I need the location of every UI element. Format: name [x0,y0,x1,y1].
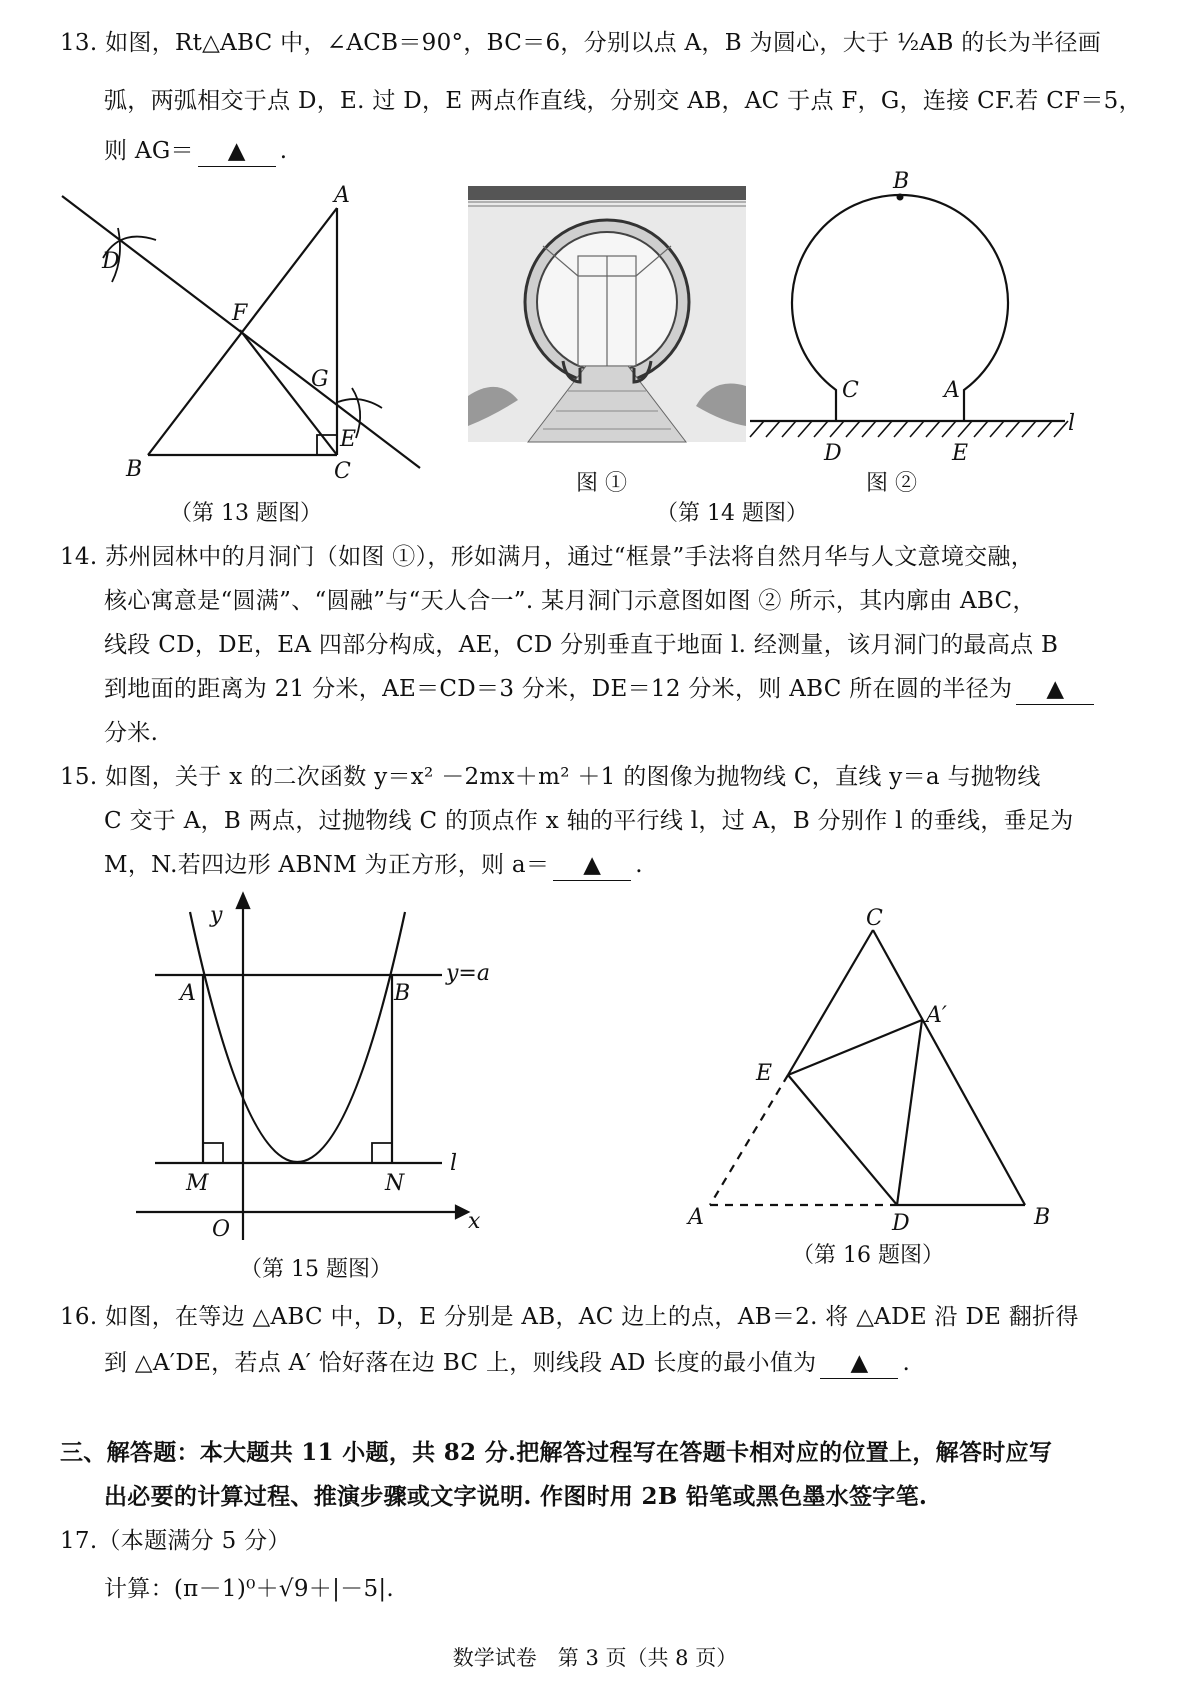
q14-fig1-caption: 图 ① [576,471,627,496]
q14-label-d: D [824,441,842,466]
q16-label-c: C [866,906,883,931]
q14-label-l: l [1068,411,1076,436]
q15-answer-blank: ▲ [553,850,631,881]
q16-segment-cb [873,930,1025,1205]
q16-segment-ed [788,1075,897,1205]
q14-label-a: A [944,378,960,403]
q14-caption: （第 14 题图） [656,501,808,526]
q16-label-a: A [688,1205,704,1230]
q15-label-o: O [212,1217,231,1242]
q13-end: . [279,138,288,164]
q16-line1: 16. 如图，在等边 △ABC 中，D，E 分别是 AB，AC 边上的点，AB＝2. 将 △ADE 沿 DE 翻折得 [60,1304,1079,1330]
q16-segment-ea-dashed [710,1075,788,1205]
q14-label-b: B [893,169,910,194]
q15-label-y: y [210,903,223,928]
q13-label-c: C [334,459,351,484]
q14-line5: 分米. [104,720,159,746]
q17-title: 17.（本题满分 5 分） [60,1528,291,1554]
q13-label-d: D [102,249,120,274]
section3-line1: 三、解答题：本大题共 11 小题，共 82 分.把解答过程写在答题卡相对应的位置上，解答时应写 [60,1439,1053,1466]
q13-label-e: E [340,427,357,452]
q15-caption: （第 15 题图） [240,1257,392,1282]
q15-line1: 15. 如图，关于 x 的二次函数 y＝x² －2mx＋m² ＋1 的图像为抛物线 C，直线 y＝a 与抛物线 [60,764,1041,790]
q13-line3-text: 则 AG＝ [104,138,194,164]
q15-label-a: A [180,981,196,1006]
q13-line1: 13. 如图，Rt△ABC 中，∠ACB＝90°，BC＝6，分别以点 A，B 为圆心，大于 ½AB 的长为半径画 [60,30,1102,56]
q14-label-e: E [952,441,969,466]
q15-label-y-a: y=a [446,961,490,986]
q13-label-a: A [334,183,350,208]
q14-answer-blank: ▲ [1016,674,1094,705]
q16-answer-blank: ▲ [820,1348,898,1379]
q16-segment-a2d [897,1020,922,1205]
q16-segment-ea2 [788,1020,922,1075]
q14-fig2-caption: 图 ② [866,471,917,496]
q16-end: . [902,1350,911,1376]
q15-label-x: x [468,1209,481,1234]
page-footer: 数学试卷 第 3 页（共 8 页） [452,1646,738,1670]
q15-label-m: M [186,1171,209,1196]
q14-line1: 14. 苏州园林中的月洞门（如图 ①），形如满月，通过“框景”手法将自然月华与人文意境交融， [60,544,1035,570]
q16-label-b: B [1034,1205,1051,1230]
q15-line3-text: M，N.若四边形 ABNM 为正方形，则 a＝ [104,852,550,878]
q16-label-e: E [756,1061,773,1086]
q16-label-d: D [892,1211,910,1236]
q13-answer-blank: ▲ [198,136,276,167]
q14-line4-text: 到地面的距离为 21 分米，AE＝CD＝3 分米，DE＝12 分米，则 ABC 所在圆的半径为 [104,676,1013,702]
q14-line2: 核心寓意是“圆满”、“圆融”与“天人合一”. 某月洞门示意图如图 ② 所示，其内廓由 ABC， [104,588,1036,614]
section3-line2: 出必要的计算过程、推演步骤或文字说明. 作图时用 2B 铅笔或黑色墨水签字笔. [104,1483,928,1510]
q15-end: . [635,852,643,878]
q16-line2-text: 到 △A′DE，若点 A′ 恰好落在边 BC 上，则线段 AD 长度的最小值为 [104,1350,817,1376]
q13-label-g: G [311,367,329,392]
q16-line2 [104,1348,910,1379]
q14-line3: 线段 CD，DE，EA 四部分构成，AE，CD 分别垂直于地面 l. 经测量，该月洞门的最高点 B [104,632,1059,658]
q13-caption: （第 13 题图） [170,501,322,526]
q15-label-l: l [450,1151,458,1176]
q16-segment-ce [788,930,873,1075]
q15-line2: C 交于 A，B 两点，过抛物线 C 的顶点作 x 轴的平行线 l，过 A，B 分别作 l 的垂线，垂足为 [104,808,1074,834]
q13-line2: 弧，两弧相交于点 D，E. 过 D，E 两点作直线，分别交 AB，AC 于点 F，G，连接 CF.若 CF＝5， [104,88,1142,114]
q16-label-a-prime: A′ [926,1003,947,1028]
q16-caption: （第 16 题图） [792,1243,944,1268]
q17-body: 计算：(π－1)⁰＋√9＋|－5|. [104,1576,395,1602]
q13-label-b: B [126,457,143,482]
q15-label-b: B [394,981,411,1006]
q14-label-c: C [842,378,859,403]
q13-label-f: F [232,301,248,326]
q15-label-n: N [385,1171,405,1196]
